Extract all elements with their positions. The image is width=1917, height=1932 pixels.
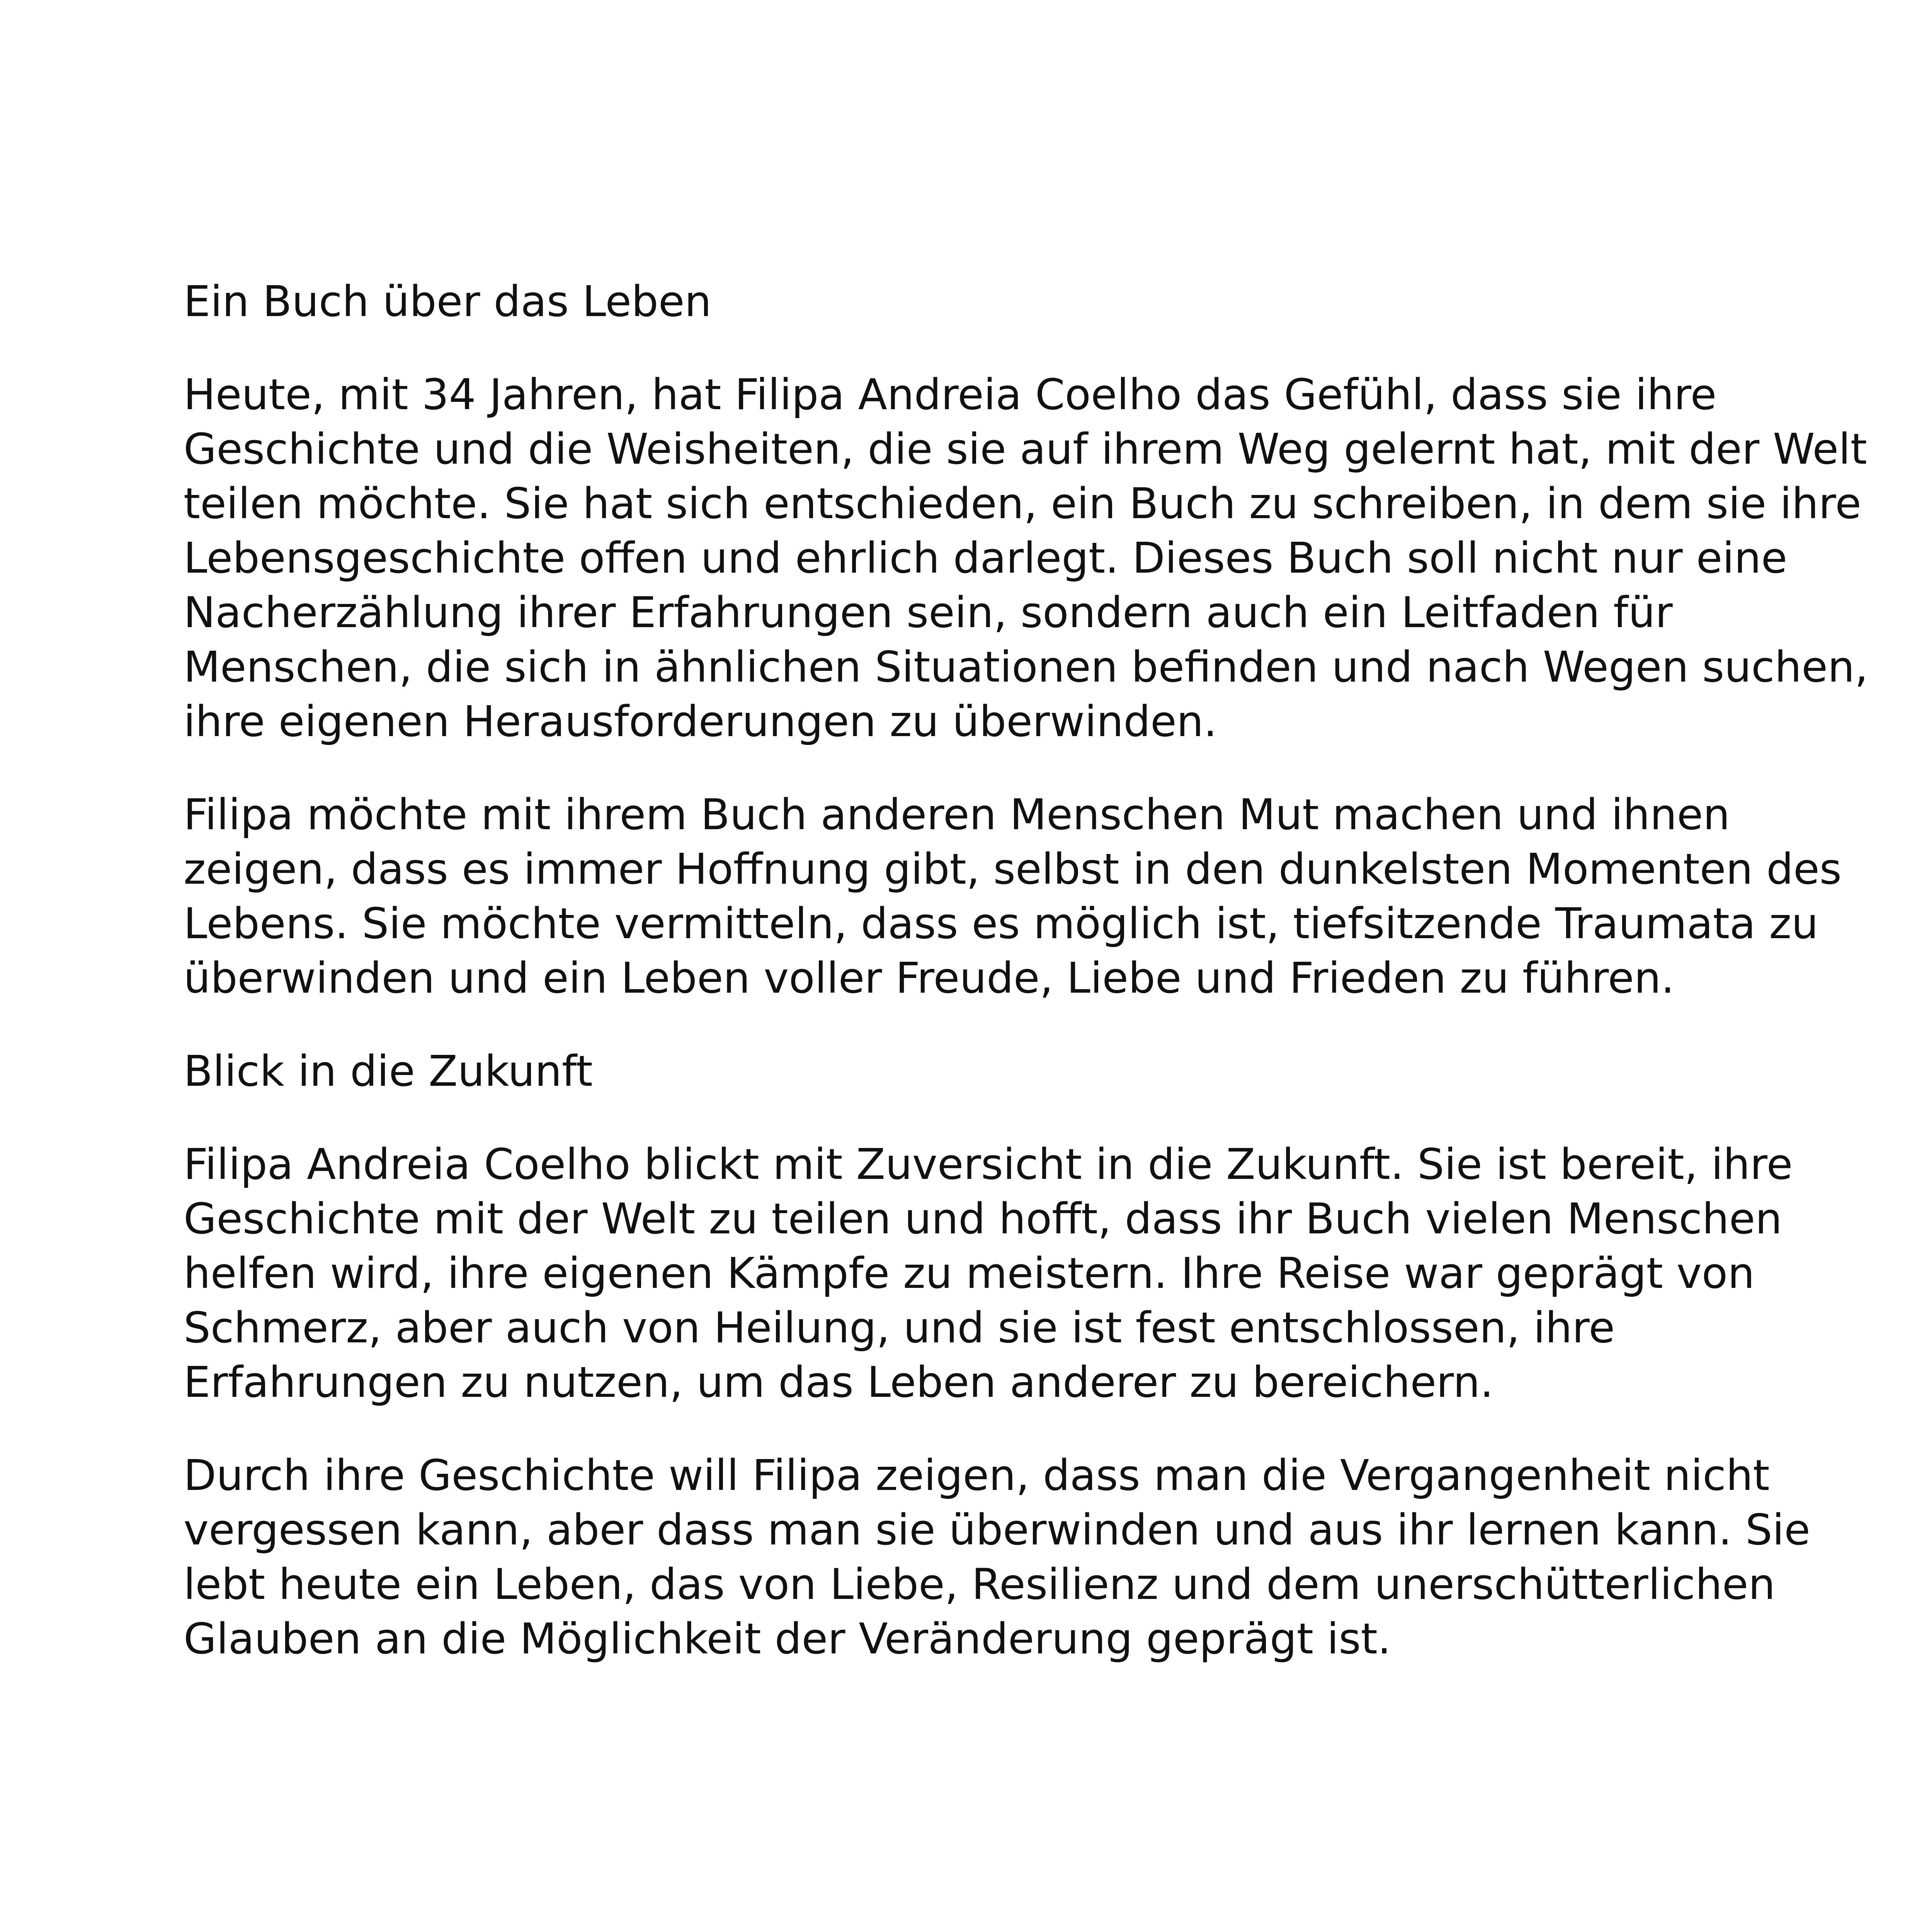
text-line: lebt heute ein Leben, das von Liebe, Resilienz und dem unerschütterlichen	[184, 1560, 1776, 1609]
text-line: überwinden und ein Leben voller Freude, Liebe und Frieden zu führen.	[184, 953, 1675, 1003]
text-line: Erfahrungen zu nutzen, um das Leben anderer zu bereichern.	[184, 1357, 1494, 1407]
text-line: Lebensgeschichte offen und ehrlich darlegt. Dieses Buch soll nicht nur eine	[184, 533, 1788, 583]
text-line: zeigen, dass es immer Hoffnung gibt, selbst in den dunkelsten Momenten des	[184, 844, 1842, 894]
text-line: Filipa möchte mit ihrem Buch anderen Menschen Mut machen und ihnen	[184, 790, 1730, 839]
text-line: Filipa Andreia Coelho blickt mit Zuversicht in die Zukunft. Sie ist bereit, ihre	[184, 1139, 1793, 1189]
text-line: Geschichte und die Weisheiten, die sie auf ihrem Weg gelernt hat, mit der Welt	[184, 424, 1867, 474]
section-heading-future: Blick in die Zukunft	[184, 1046, 593, 1096]
text-line: Lebens. Sie möchte vermitteln, dass es möglich ist, tiefsitzende Traumata zu	[184, 899, 1818, 948]
text-line: helfen wird, ihre eigenen Kämpfe zu meistern. Ihre Reise war geprägt von	[184, 1248, 1755, 1298]
paragraph-book-purpose	[184, 787, 1842, 1005]
paragraph-future-message	[184, 1448, 1810, 1666]
text-line: Heute, mit 34 Jahren, hat Filipa Andreia Coelho das Gefühl, dass sie ihre	[184, 370, 1717, 419]
text-line: Schmerz, aber auch von Heilung, und sie ist fest entschlossen, ihre	[184, 1303, 1615, 1352]
text-line: Glauben an die Möglichkeit der Veränderung geprägt ist.	[184, 1614, 1391, 1663]
text-line: Menschen, die sich in ähnlichen Situationen befinden und nach Wegen suchen,	[184, 642, 1868, 692]
text-line: Nacherzählung ihrer Erfahrungen sein, sondern auch ein Leitfaden für	[184, 588, 1673, 637]
text-line: ihre eigenen Herausforderungen zu überwinden.	[184, 697, 1217, 746]
text-line: Geschichte mit der Welt zu teilen und hofft, dass ihr Buch vielen Menschen	[184, 1194, 1782, 1243]
page-body	[184, 274, 1868, 1705]
text-line: teilen möchte. Sie hat sich entschieden, ein Buch zu schreiben, in dem sie ihre	[184, 479, 1861, 528]
paragraph-future-outlook	[184, 1137, 1793, 1410]
paragraph-book-intro	[184, 367, 1868, 749]
text-line: Durch ihre Geschichte will Filipa zeigen, dass man die Vergangenheit nicht	[184, 1451, 1770, 1500]
section-heading-book: Ein Buch über das Leben	[184, 277, 712, 326]
text-line: vergessen kann, aber dass man sie überwinden und aus ihr lernen kann. Sie	[184, 1505, 1810, 1554]
